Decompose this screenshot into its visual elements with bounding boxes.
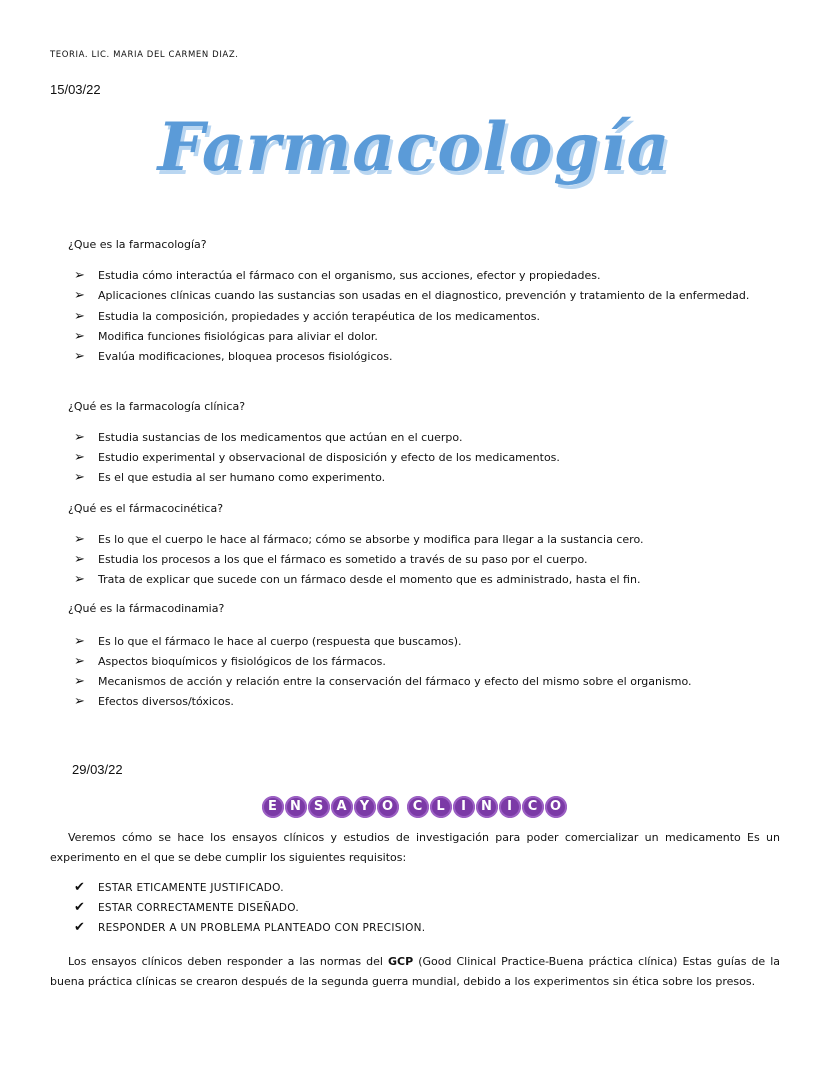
list-item-text: Estudia la composición, propiedades y acción terapéutica de los medicamentos. bbox=[98, 310, 540, 323]
question-pharmacology: ¿Que es la farmacología? bbox=[68, 238, 207, 251]
arrowhead-bullet-icon: ➢ bbox=[74, 654, 85, 669]
list-item-text: Es lo que el fármaco le hace al cuerpo (respuesta que buscamos). bbox=[98, 635, 462, 648]
list-item bbox=[72, 550, 780, 570]
bubble-letter: E bbox=[262, 796, 284, 818]
list-item bbox=[72, 428, 780, 448]
requirement-text: ESTAR CORRECTAMENTE DISEÑADO. bbox=[98, 902, 300, 914]
question-pharmacokinetics: ¿Qué es el fármacocinética? bbox=[68, 502, 224, 515]
bubble-letter: I bbox=[499, 796, 521, 818]
bubble-space bbox=[400, 788, 406, 810]
bubble-letter: O bbox=[377, 796, 399, 818]
list-item bbox=[72, 448, 780, 468]
list-item-text: Evalúa modificaciones, bloquea procesos fisiológicos. bbox=[98, 350, 393, 363]
page-title: Farmacología bbox=[157, 108, 671, 186]
arrowhead-bullet-icon: ➢ bbox=[74, 552, 85, 567]
list-item bbox=[72, 898, 425, 918]
list-item bbox=[72, 347, 780, 367]
gcp-acronym: GCP bbox=[387, 955, 414, 968]
list-clinical-pharmacology bbox=[72, 428, 780, 488]
list-item bbox=[72, 307, 780, 327]
checkmark-icon: ✔ bbox=[74, 920, 86, 935]
arrowhead-bullet-icon: ➢ bbox=[74, 430, 85, 445]
teacher-header: TEORIA. LIC. MARIA DEL CARMEN DIAZ. bbox=[50, 50, 239, 60]
intro-paragraph bbox=[50, 828, 780, 868]
requirements-list bbox=[72, 878, 425, 938]
bubble-letter: N bbox=[285, 796, 307, 818]
closing-text-before: Los ensayos clínicos deben responder a las normas del bbox=[68, 955, 383, 968]
arrowhead-bullet-icon: ➢ bbox=[74, 329, 85, 344]
arrowhead-bullet-icon: ➢ bbox=[74, 674, 85, 689]
list-item bbox=[72, 530, 780, 550]
list-item bbox=[72, 327, 780, 347]
list-item-text: Efectos diversos/tóxicos. bbox=[98, 695, 234, 708]
arrowhead-bullet-icon: ➢ bbox=[74, 572, 85, 587]
arrowhead-bullet-icon: ➢ bbox=[74, 470, 85, 485]
list-item bbox=[72, 878, 425, 898]
list-item-text: Estudia cómo interactúa el fármaco con el organismo, sus acciones, efector y propiedades. bbox=[98, 269, 601, 282]
requirement-text: RESPONDER A UN PROBLEMA PLANTEADO CON PRECISION. bbox=[98, 922, 426, 934]
bubble-letter: L bbox=[430, 796, 452, 818]
list-item-text: Aplicaciones clínicas cuando las sustancias son usadas en el diagnostico, prevención y tratamiento de la enfermedad. bbox=[98, 289, 750, 302]
bubble-letter: C bbox=[407, 796, 429, 818]
bubble-letter: C bbox=[522, 796, 544, 818]
list-item bbox=[72, 266, 780, 286]
bubble-letter: Y bbox=[354, 796, 376, 818]
closing-paragraph bbox=[50, 952, 780, 992]
bubble-letter: O bbox=[545, 796, 567, 818]
list-item-text: Aspectos bioquímicos y fisiológicos de los fármacos. bbox=[98, 655, 386, 668]
list-item bbox=[72, 918, 425, 938]
list-pharmacodynamics bbox=[72, 632, 780, 712]
list-item bbox=[72, 286, 780, 307]
checkmark-icon: ✔ bbox=[74, 900, 86, 915]
closing-text-after: (Good Clinical Practice-Buena práctica clínica) Estas guías de la buena práctica clínicas se crearon después de la segunda guerra mundial, debido a los experimentos sin ética sobre los presos. bbox=[50, 955, 781, 988]
list-item bbox=[72, 632, 780, 652]
arrowhead-bullet-icon: ➢ bbox=[74, 349, 85, 364]
arrowhead-bullet-icon: ➢ bbox=[74, 450, 85, 465]
list-item bbox=[72, 652, 780, 672]
list-item-text: Estudia los procesos a los que el fármaco es sometido a través de su paso por el cuerpo. bbox=[98, 553, 588, 566]
list-pharmacology bbox=[72, 266, 780, 367]
arrowhead-bullet-icon: ➢ bbox=[74, 694, 85, 709]
arrowhead-bullet-icon: ➢ bbox=[74, 532, 85, 547]
list-item-text: Estudio experimental y observacional de disposición y efecto de los medicamentos. bbox=[98, 451, 560, 464]
question-pharmacodynamics: ¿Qué es la fármacodinamia? bbox=[68, 602, 225, 615]
arrowhead-bullet-icon: ➢ bbox=[74, 309, 85, 324]
list-item bbox=[72, 672, 780, 692]
list-item bbox=[72, 468, 780, 488]
section-title-clinical-trial bbox=[0, 788, 828, 818]
intro-text: Veremos cómo se hace los ensayos clínicos y estudios de investigación para poder comercializar un medicamento Es un experimento en el que se debe cumplir los siguientes requisitos: bbox=[50, 831, 780, 864]
arrowhead-bullet-icon: ➢ bbox=[74, 634, 85, 649]
bubble-letter: S bbox=[308, 796, 330, 818]
list-item bbox=[72, 570, 780, 590]
list-item-text: Estudia sustancias de los medicamentos que actúan en el cuerpo. bbox=[98, 431, 463, 444]
question-clinical-pharmacology: ¿Qué es la farmacología clínica? bbox=[68, 400, 246, 413]
bubble-letter: N bbox=[476, 796, 498, 818]
bubble-letter: A bbox=[331, 796, 353, 818]
bubble-letter: I bbox=[453, 796, 475, 818]
bubble-letters bbox=[261, 795, 567, 814]
checkmark-icon: ✔ bbox=[74, 880, 86, 895]
list-item-text: Es el que estudia al ser humano como experimento. bbox=[98, 471, 386, 484]
list-pharmacokinetics bbox=[72, 530, 780, 590]
arrowhead-bullet-icon: ➢ bbox=[74, 288, 85, 303]
date-second: 29/03/22 bbox=[72, 762, 123, 777]
list-item-text: Mecanismos de acción y relación entre la conservación del fármaco y efecto del mismo sobre el organismo. bbox=[98, 675, 692, 688]
requirement-text: ESTAR ETICAMENTE JUSTIFICADO. bbox=[98, 882, 284, 894]
list-item bbox=[72, 692, 780, 712]
list-item-text: Es lo que el cuerpo le hace al fármaco; cómo se absorbe y modifica para llegar a la sustancia cero. bbox=[98, 533, 644, 546]
date-first: 15/03/22 bbox=[50, 82, 101, 97]
arrowhead-bullet-icon: ➢ bbox=[74, 268, 85, 283]
list-item-text: Modifica funciones fisiológicas para aliviar el dolor. bbox=[98, 330, 378, 343]
list-item-text: Trata de explicar que sucede con un fármaco desde el momento que es administrado, hasta el fin. bbox=[98, 573, 641, 586]
